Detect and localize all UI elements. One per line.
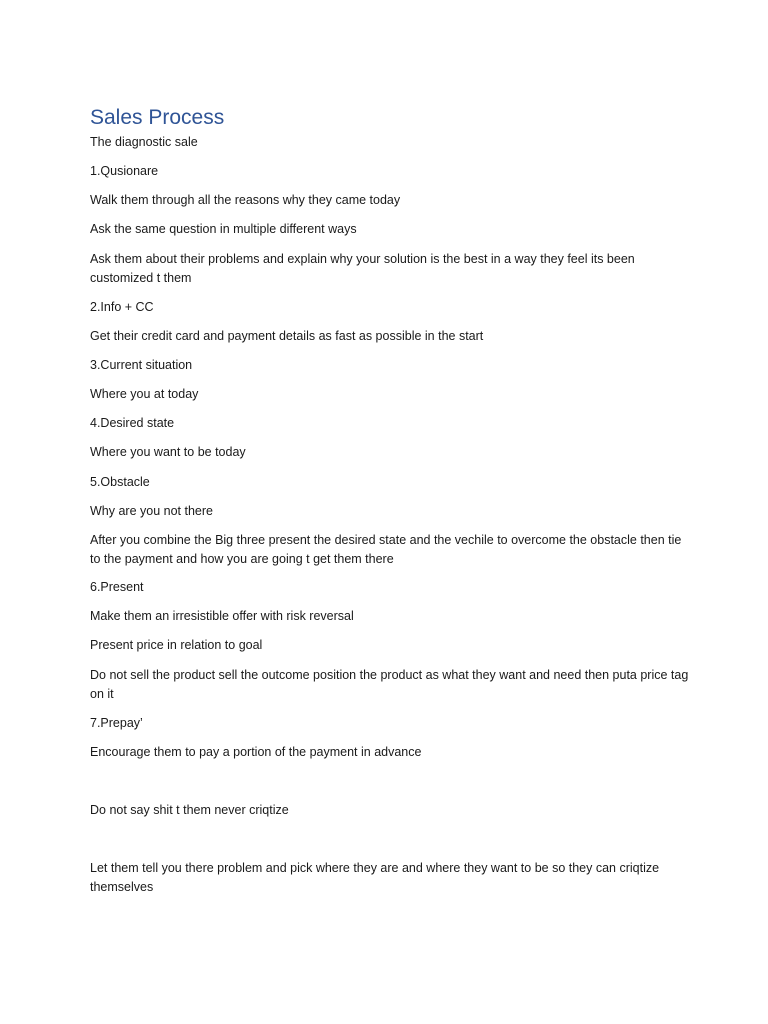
- document-title: Sales Process: [90, 106, 225, 129]
- paragraph: After you combine the Big three present the desired state and the vechile to overcome the obstacle then tie to the payment and how you are going t get them there: [90, 533, 682, 566]
- paragraph-subtitle: The diagnostic sale: [90, 135, 198, 149]
- paragraph: Ask them about their problems and explain why your solution is the best in a way they feel its been customized t them: [90, 252, 635, 285]
- paragraph-step-6: 6.Present: [90, 580, 144, 594]
- paragraph: Ask the same question in multiple different ways: [90, 222, 357, 236]
- paragraph-step-5: 5.Obstacle: [90, 475, 150, 489]
- paragraph: Do not sell the product sell the outcome position the product as what they want and need then puta price tag on it: [90, 668, 689, 701]
- paragraph-step-7: 7.Prepay’: [90, 716, 143, 730]
- paragraph: Do not say shit t them never criqtize: [90, 803, 289, 817]
- paragraph: Where you want to be today: [90, 445, 246, 459]
- paragraph-step-3: 3.Current situation: [90, 358, 193, 372]
- paragraph: Why are you not there: [90, 504, 213, 518]
- paragraph: Where you at today: [90, 387, 199, 401]
- paragraph: Present price in relation to goal: [90, 638, 263, 652]
- paragraph: Let them tell you there problem and pick where they are and where they want to be so they can criqtize themselves: [90, 861, 660, 894]
- paragraph-step-4: 4.Desired state: [90, 416, 175, 430]
- paragraph: Walk them through all the reasons why they came today: [90, 193, 401, 207]
- paragraph: Get their credit card and payment details as fast as possible in the start: [90, 329, 484, 343]
- paragraph: Encourage them to pay a portion of the payment in advance: [90, 745, 422, 759]
- paragraph-step-2: 2.Info + CC: [90, 300, 154, 314]
- paragraph: Make them an irresistible offer with risk reversal: [90, 609, 354, 623]
- paragraph-step-1: 1.Qusionare: [90, 164, 159, 178]
